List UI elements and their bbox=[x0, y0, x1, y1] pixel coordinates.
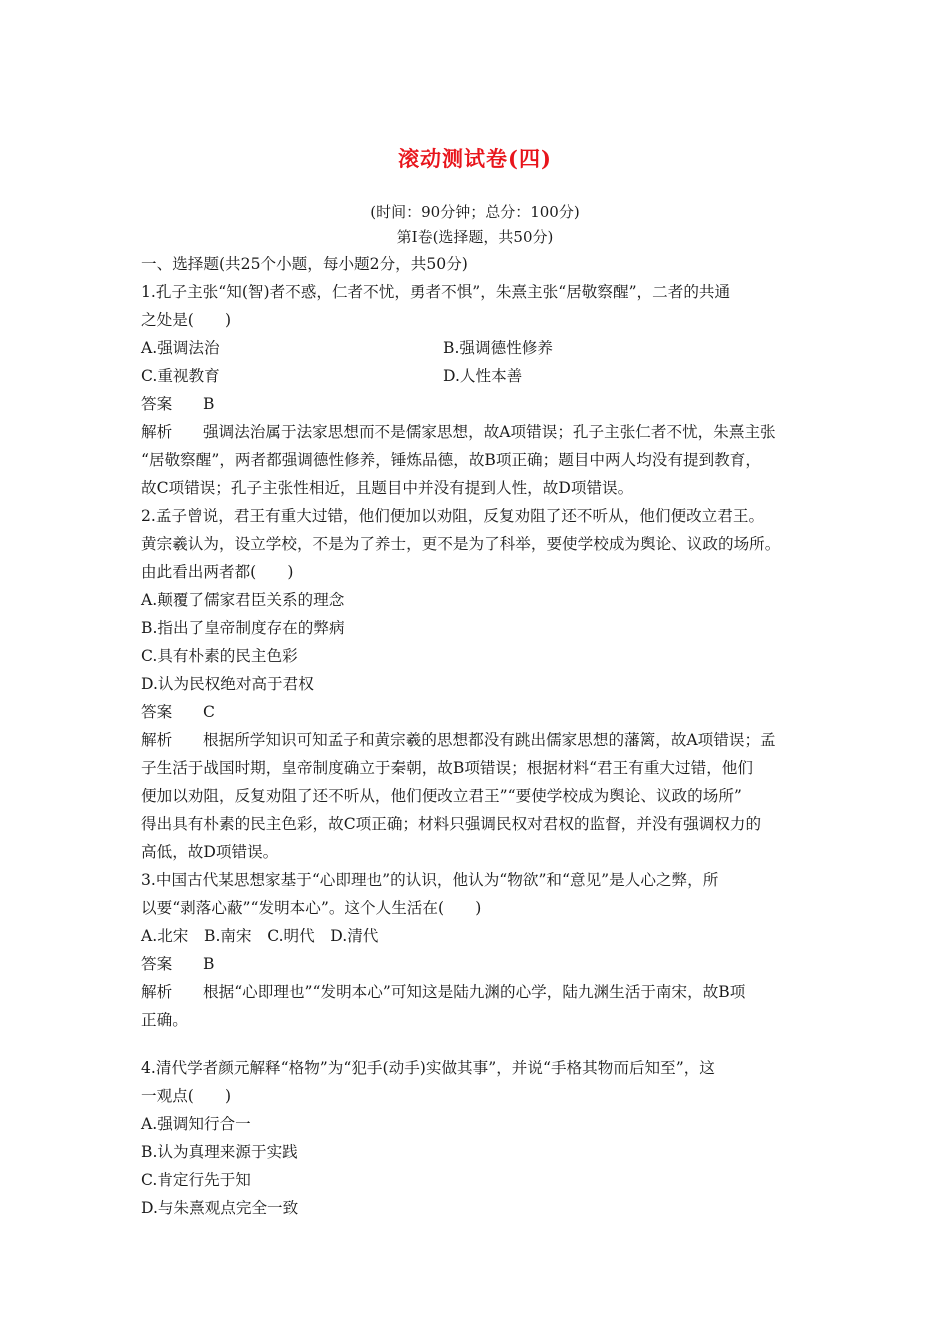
analysis-label: 解析 bbox=[141, 423, 173, 441]
answer-line bbox=[141, 698, 817, 726]
analysis-line bbox=[141, 978, 817, 1006]
analysis-label: 解析 bbox=[141, 731, 173, 749]
option-d: D.人性本善 bbox=[443, 367, 523, 385]
option-d: D.认为民权绝对高于君权 bbox=[141, 675, 314, 693]
option-d: D.与朱熹观点完全一致 bbox=[141, 1199, 299, 1217]
volume-heading: 第Ⅰ卷(选择题，共50分) bbox=[396, 228, 554, 246]
answer-label: 答案 bbox=[141, 955, 173, 973]
answer-value: B bbox=[203, 955, 215, 973]
analysis-text: 强调法治属于法家思想而不是儒家思想，故A项错误；孔子主张仁者不忧，朱熹主张 bbox=[203, 423, 776, 441]
option-a: A.强调法治 bbox=[141, 339, 220, 357]
question-stem-line: 以要“剥落心蔽”“发明本心”。这个人生活在( ) bbox=[141, 899, 482, 917]
analysis-text: 正确。 bbox=[141, 1011, 188, 1029]
analysis-text: 子生活于战国时期，皇帝制度确立于秦朝，故B项错误；根据材料“君王有重大过错，他们 bbox=[141, 759, 753, 777]
question-stem-line: 黄宗羲认为，设立学校，不是为了养士，更不是为了科举，要使学校成为舆论、议政的场所。 bbox=[141, 535, 781, 553]
question-4 bbox=[141, 1054, 817, 1222]
question-stem-line: 3.中国古代某思想家基于“心即理也”的认识，他认为“物欲”和“意见”是人心之弊，所 bbox=[141, 871, 719, 889]
options-inline: A.北宋 B.南宋 C.明代 D.清代 bbox=[141, 927, 379, 945]
document-body bbox=[141, 250, 817, 1222]
analysis-text: 高低，故D项错误。 bbox=[141, 843, 279, 861]
analysis-line bbox=[141, 418, 817, 446]
question-stem-line: 2.孟子曾说，君王有重大过错，他们便加以劝阻，反复劝阻了还不听从，他们便改立君王。 bbox=[141, 507, 765, 525]
question-stem-line: 一观点( ) bbox=[141, 1087, 232, 1105]
analysis-line bbox=[141, 726, 817, 754]
option-a: A.强调知行合一 bbox=[141, 1115, 251, 1133]
question-stem-line: 由此看出两者都( ) bbox=[141, 563, 294, 581]
option-b: B.强调德性修养 bbox=[443, 339, 553, 357]
answer-line bbox=[141, 950, 817, 978]
question-stem-line: 1.孔子主张“知(智)者不惑，仁者不忧，勇者不惧”，朱熹主张“居敬察醒”，二者的共通 bbox=[141, 283, 731, 301]
analysis-text: 根据“心即理也”“发明本心”可知这是陆九渊的心学，陆九渊生活于南宋，故B项 bbox=[203, 983, 746, 1001]
answer-line bbox=[141, 390, 817, 418]
exam-meta: (时间：90分钟；总分：100分) bbox=[370, 203, 580, 221]
question-stem-line: 之处是( ) bbox=[141, 311, 232, 329]
analysis-text: 得出具有朴素的民主色彩，故C项正确；材料只强调民权对君权的监督，并没有强调权力的 bbox=[141, 815, 762, 833]
analysis-text: 根据所学知识可知孟子和黄宗羲的思想都没有跳出儒家思想的藩篱，故A项错误；孟 bbox=[203, 731, 776, 749]
option-c: C.重视教育 bbox=[141, 367, 220, 385]
question-2 bbox=[141, 502, 817, 866]
section-heading: 一、选择题(共25个小题，每小题2分，共50分) bbox=[141, 255, 468, 273]
option-b: B.认为真理来源于实践 bbox=[141, 1143, 298, 1161]
answer-value: B bbox=[203, 395, 215, 413]
answer-value: C bbox=[203, 703, 215, 721]
analysis-text: “居敬察醒”，两者都强调德性修养，锤炼品德，故B项正确；题目中两人均没有提到教育， bbox=[141, 451, 761, 469]
option-c: C.肯定行先于知 bbox=[141, 1171, 251, 1189]
analysis-text: 便加以劝阻，反复劝阻了还不听从，他们便改立君王”“要使学校成为舆论、议政的场所” bbox=[141, 787, 742, 805]
option-b: B.指出了皇帝制度存在的弊病 bbox=[141, 619, 345, 637]
answer-label: 答案 bbox=[141, 703, 173, 721]
analysis-label: 解析 bbox=[141, 983, 173, 1001]
question-1 bbox=[141, 278, 817, 502]
analysis-text: 故C项错误；孔子主张性相近，且题目中并没有提到人性，故D项错误。 bbox=[141, 479, 634, 497]
question-3 bbox=[141, 866, 817, 1034]
answer-label: 答案 bbox=[141, 395, 173, 413]
question-stem-line: 4.清代学者颜元解释“格物”为“犯手(动手)实做其事”，并说“手格其物而后知至”，这 bbox=[141, 1059, 715, 1077]
option-c: C.具有朴素的民主色彩 bbox=[141, 647, 298, 665]
spacer bbox=[141, 1034, 817, 1054]
option-a: A.颠覆了儒家君臣关系的理念 bbox=[141, 591, 345, 609]
page-title: 滚动测试卷(四) bbox=[398, 146, 552, 171]
